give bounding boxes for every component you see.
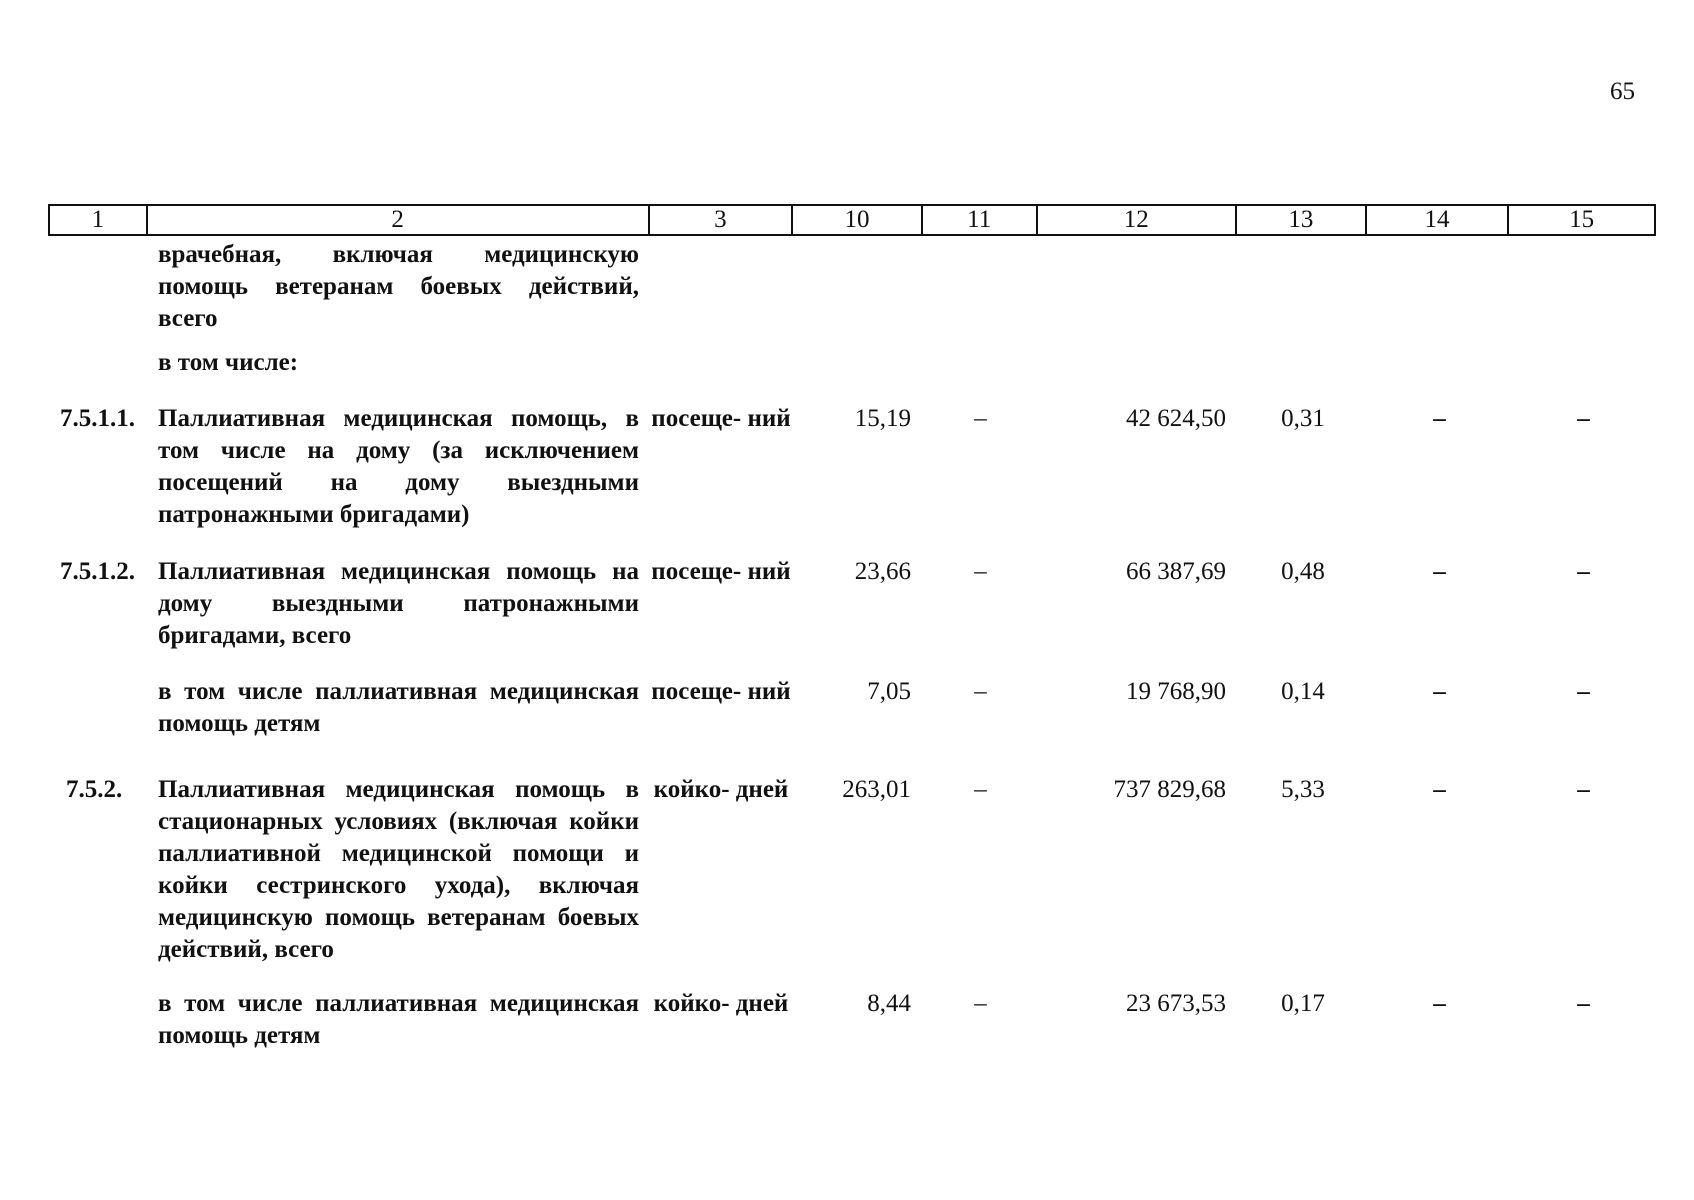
cell-col-13: 0,14 [1281, 678, 1325, 705]
cell-col-11: – [974, 990, 987, 1017]
header-col-10: 10 [793, 206, 923, 234]
row-description: Паллиативная медицинская помощь на дому выездными патронажными бригадами, всего [158, 558, 639, 649]
row-description: в том числе паллиативная медицинская помощь детям [158, 990, 639, 1049]
cell-col-12: 66 387,69 [1126, 558, 1226, 585]
table-row [48, 347, 1656, 381]
row-unit: койко- дней [653, 776, 789, 803]
cell-col-15: – [1577, 678, 1590, 705]
header-col-1: 1 [50, 206, 148, 234]
cell-col-13: 0,31 [1281, 405, 1325, 432]
row-description: Паллиативная медицинская помощь, в том числе на дому (за исключением посещений на дому выездными патронажными бригадами) [158, 405, 639, 528]
row-description: врачебная, включая медицинскую помощь ветеранам боевых действий, всего [158, 241, 639, 332]
table-row [48, 403, 1656, 531]
cell-col-11: – [974, 405, 987, 432]
row-description: Паллиативная медицинская помощь в стационарных условиях (включая койки паллиативной медицинской помощи и койки сестринского ухода), включая медицинскую помощь ветеранам боевых действий, всего [158, 776, 639, 963]
table-row [48, 988, 1656, 1052]
header-col-14: 14 [1367, 206, 1510, 234]
table-row [48, 774, 1656, 966]
cell-col-14: – [1433, 678, 1446, 705]
cell-col-14: – [1433, 558, 1446, 585]
cell-col-15: – [1577, 405, 1590, 432]
cell-col-12: 42 624,50 [1126, 405, 1226, 432]
header-col-3: 3 [650, 206, 794, 234]
cell-col-13: 0,17 [1281, 990, 1325, 1017]
cell-col-14: – [1433, 776, 1446, 803]
cell-col-15: – [1577, 558, 1590, 585]
header-col-2: 2 [148, 206, 650, 234]
table-row [48, 239, 1656, 335]
cell-col-11: – [974, 558, 987, 585]
cell-col-12: 19 768,90 [1126, 678, 1226, 705]
row-number: 7.5.1.1. [60, 405, 135, 432]
table-row [48, 556, 1656, 652]
row-unit: койко- дней [653, 990, 789, 1017]
row-unit: посеще- ний [651, 558, 791, 585]
row-unit: посеще- ний [651, 678, 791, 705]
cell-col-11: – [974, 776, 987, 803]
cell-col-15: – [1577, 776, 1590, 803]
cell-col-10: 263,01 [842, 776, 911, 803]
table-row [48, 676, 1656, 740]
row-number: 7.5.1.2. [60, 558, 135, 585]
header-col-11: 11 [923, 206, 1038, 234]
cell-col-10: 7,05 [867, 678, 911, 705]
header-col-15: 15 [1569, 206, 1595, 233]
header-col-13: 13 [1237, 206, 1367, 234]
row-number: 7.5.2. [66, 776, 123, 803]
cell-col-10: 8,44 [867, 990, 911, 1017]
row-unit: посеще- ний [651, 405, 791, 432]
cell-col-13: 5,33 [1281, 776, 1325, 803]
cell-col-14: – [1433, 405, 1446, 432]
cell-col-10: 23,66 [854, 558, 911, 585]
cell-col-14: – [1433, 990, 1446, 1017]
cell-col-12: 737 829,68 [1113, 776, 1226, 803]
cell-col-15: – [1577, 990, 1590, 1017]
cell-col-10: 15,19 [854, 405, 911, 432]
cell-col-12: 23 673,53 [1126, 990, 1226, 1017]
row-description: в том числе: [158, 349, 299, 376]
table-header [48, 204, 1656, 236]
page-number: 65 [1610, 78, 1635, 105]
cell-col-11: – [974, 678, 987, 705]
row-description: в том числе паллиативная медицинская помощь детям [158, 678, 639, 737]
header-col-12: 12 [1038, 206, 1238, 234]
table-body [48, 237, 1656, 1052]
cell-col-13: 0,48 [1281, 558, 1325, 585]
